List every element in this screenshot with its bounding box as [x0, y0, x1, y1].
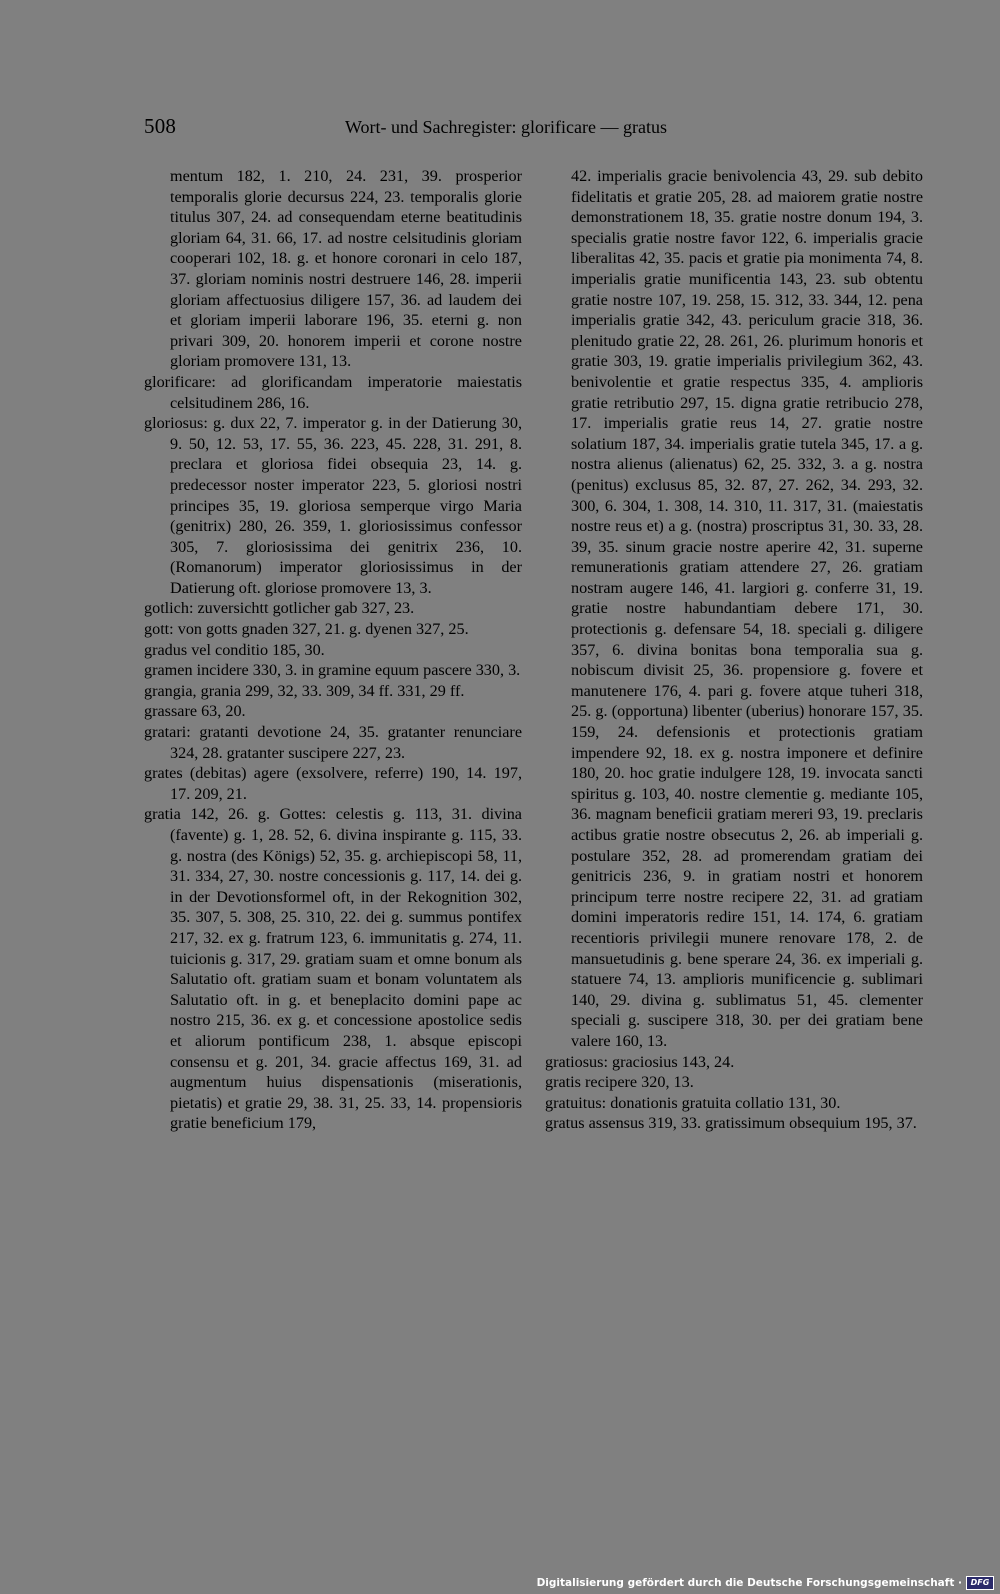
digitization-footer	[537, 1576, 994, 1590]
index-entry: grangia, grania 299, 32, 33. 309, 34 ff. 331, 29 ff.	[144, 681, 465, 700]
index-entry: gloriosus: g. dux 22, 7. imperator g. in der Datierung 30, 9. 50, 12. 53, 17. 55, 36. 223, 45. 228, 31. 291, 8. preclara et gloriosa fidei obsequia 23, 14. g. predecessor noster imperator 223, 5. gloriosi nostri principes 35, 19. gloriosa semperque virgo Maria (genitrix) 280, 26. 359, 1. gloriosissimus confessor 305, 7. gloriosissima dei genitrix 236, 10. (Romanorum) imperator gloriosissimus in der Datierung oft. gloriose promovere 13, 3.	[144, 414, 522, 597]
index-entry: gratari: gratanti devotione 24, 35. gratanter renunciare 324, 28. gratanter suscipere 227, 23.	[144, 723, 522, 762]
index-entry: gratia 142, 26. g. Gottes: celestis g. 113, 31. divina (favente) g. 1, 28. 52, 6. divina inspirante g. 115, 33. g. nostra (des Königs) 52, 35. g. archiepiscopi 58, 11, 31. 334, 27, 30. nostre concessionis g. 117, 14. dei g. in der Devotionsformel oft, in der Rekognition 302, 35. 307, 5. 308, 25. 310, 22. dei g. summus pontifex 217, 32. ex g. fratrum 123, 6. immunitatis g. 274, 11. tuicionis g. 317, 29. gratiam suam et omne bonum als Salutatio oft. gratiam suam et bonam voluntatem als Salutatio oft. in g. et beneplacito domini pape ac nostro 215, 36. ex g. et concessione apostolice sedis et aliorum pontificum 238, 1. absque episcopi consensu et g. 201, 34. gracie affectus 169, 31. ad augmentum huius dispensationis (miserationis, pietatis) et gratie 29, 38. 31, 25. 33, 14. propensioris gratie beneficium 179,	[144, 805, 522, 1133]
footer-text: Digitalisierung gefördert durch die Deutsche Forschungsgemeinschaft ·	[536, 1577, 962, 1589]
index-entry: 42. imperialis gracie benivolencia 43, 29. sub debito fidelitatis et gratie 205, 28. ad maiorem gratie nostre demonstrationem 18, 35. gratie nostre donum 194, 3. specialis gratie nostre favor 122, 6. imperialis gracie liberalitas 42, 35. pacis et gratie pia monimenta 74, 8. imperialis gratie munificentia 143, 23. sub obtentu gratie nostre 107, 19. 258, 15. 312, 33. 344, 12. pena imperialis gratie 342, 43. periculum gracie 318, 36. plenitudo gratie 22, 28. 261, 26. plurimum honoris et gratie 303, 19. gratie imperialis privilegium 362, 43. benivolentie et gratie respectus 335, 4. amplioris gratie retributio 297, 15. digna gratie retribucio 278, 17. imperialis gratie reus 14, 27. gratie nostre solatium 187, 34. imperialis gratie tutela 345, 17. a g. nostra alienus (alienatus) 62, 25. 332, 3. a g. nostra (penitus) exclusus 85, 32. 87, 27. 262, 34. 293, 32. 300, 6. 304, 1. 308, 14. 310, 11. 317, 31. (maiestatis nostre reus et) a g. (nostra) proscriptus 31, 30. 33, 28. 39, 35. sinum gracie nostre aperire 42, 31. superne remunerationis gratiam attendere 27, 26. gratiam nostram augere 146, 41. largiori g. conferre 31, 19. gratie nostre habundantiam debere 171, 30. protectionis g. defensare 54, 18. speciali g. diligere 357, 6. divina bonitas bona temporalia sua g. nobiscum divisit 25, 36. propensiore g. fovere et manutenere 176, 4. pari g. fovere atque tuheri 318, 25. g. (opportuna) libenter (uberius) honorare 157, 35. 159, 24. defensionis et protectionis gratiam impendere 92, 18. ex g. nostra imponere et definire 180, 20. hoc gratie indulgere 128, 19. invocata sancti spiritus g. 103, 40. nostre clementie g. mediante 105, 36. magnam beneficii gratiam mereri 93, 19. preclaris actibus gratie nostre obsecutus 2, 26. ab imperiali g. postulare 352, 28. ad promerendam gratiam dei genitricis 236, 9. in gratiam nostri et honorem principum terre nostre recipere 22, 31. ad gratiam domini imperatoris redire 151, 14. 174, 6. gratiam recentioris privilegii munere renovare 178, 2. de mansuetudinis g. bene sperare 24, 36. ex imperiali g. statuere 74, 13. amplioris munificencie g. sublimari 140, 29. divina g. sublimatus 51, 45. clementer speciali g. suscipere 318, 30. per dei gratiam bene valere 160, 13.	[571, 167, 923, 1050]
running-head: Wort- und Sachregister: glorificare — gratus	[345, 117, 667, 137]
index-entry: glorificare: ad glorificandam imperatorie maiestatis celsitudinem 286, 16.	[144, 372, 522, 412]
index-entry: gratis recipere 320, 13.	[545, 1073, 694, 1092]
page-number: 508	[144, 114, 177, 138]
index-entry: gott: von gotts gnaden 327, 21. g. dyenen 327, 25.	[144, 620, 469, 639]
index-entry: gratiosus: graciosius 143, 24.	[545, 1052, 735, 1071]
index-entry: gratuitus: donationis gratuita collatio 131, 30.	[545, 1093, 841, 1112]
index-entry: gratus assensus 319, 33. gratissimum obsequium 195, 37.	[545, 1114, 917, 1133]
dfg-logo-icon: DFG	[966, 1576, 994, 1590]
index-entry: gradus vel conditio 185, 30.	[144, 640, 325, 659]
index-entry: gotlich: zuversichtt gotlicher gab 327, 23.	[144, 599, 415, 618]
index-entry: gramen incidere 330, 3. in gramine equum pascere 330, 3.	[144, 661, 521, 680]
index-column-right	[545, 166, 923, 1134]
index-column-left	[144, 166, 522, 1134]
index-entry: grates (debitas) agere (exsolvere, referre) 190, 14. 197, 17. 209, 21.	[144, 764, 522, 803]
index-entry: grassare 63, 20.	[144, 702, 246, 721]
index-entry: mentum 182, 1. 210, 24. 231, 39. prosperior temporalis glorie decursus 224, 23. temporalis glorie titulus 307, 24. ad consequendam eterne beatitudinis gloriam 64, 31. 66, 17. ad nostre celsitudinis gloriam cooperari 102, 18. g. et honore coronari in celo 187, 37. gloriam nominis nostri destruere 146, 28. imperii gloriam affectuosius diligere 157, 36. ad laudem dei et gloriam imperii laborare 196, 35. eterni g. non privari 309, 20. honorem imperii et corone nostre gloriam promovere 131, 13.	[170, 167, 522, 371]
